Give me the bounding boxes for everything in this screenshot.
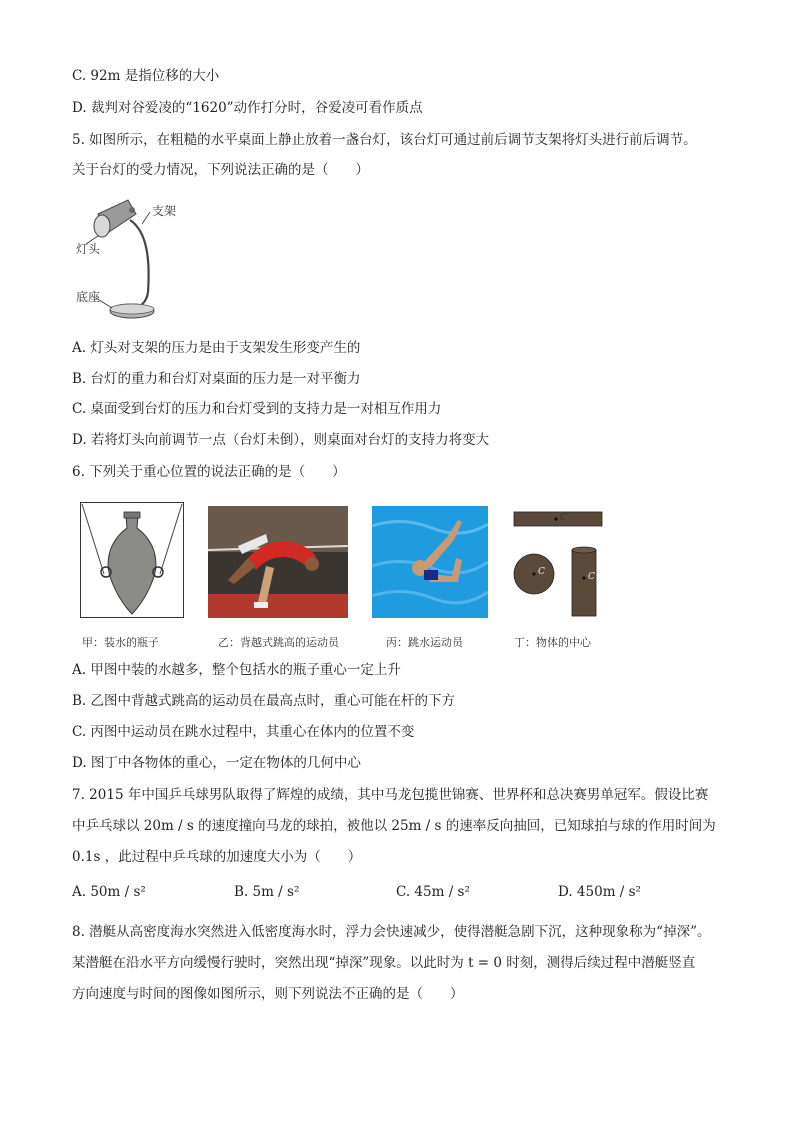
option-d: D. 若将灯头向前调节一点（台灯未倒），则桌面对台灯的支持力将变大 — [72, 432, 490, 448]
base-label: 底座 — [76, 290, 101, 304]
center-mark-disc: C — [538, 567, 545, 577]
question-6-stem: 6. 下列关于重心位置的说法正确的是（ ） — [72, 464, 346, 480]
q7-option-b: B. 5m / s² — [234, 884, 300, 900]
caption-bing: 丙：跳水运动员 — [386, 636, 463, 649]
text-line: 中乒乓球以 20m / s 的速度撞向马龙的球拍，被他以 25m / s 的速率反向抽回，已知球拍与球的作用时间为 — [72, 818, 716, 834]
text-line: 0.1s ，此过程中乒乓球的加速度大小为（ ） — [72, 849, 362, 865]
high-jump-photo — [208, 506, 348, 618]
option-a: A. 甲图中装的水越多，整个包括水的瓶子重心一定上升 — [72, 662, 401, 678]
text-line: D. 裁判对谷爱凌的“1620”动作打分时，谷爱凌可看作质点 — [72, 100, 423, 116]
bracket-label: 支架 — [152, 204, 177, 218]
option-b: B. 乙图中背越式跳高的运动员在最高点时，重心可能在杆的下方 — [72, 693, 456, 709]
option-b: B. 台灯的重力和台灯对桌面的压力是一对平衡力 — [72, 371, 361, 387]
q7-option-d: D. 450m / s² — [558, 884, 641, 900]
option-d: D. 图丁中各物体的重心，一定在物体的几何中心 — [72, 755, 361, 771]
caption-yi: 乙：背越式跳高的运动员 — [218, 636, 339, 649]
center-mark-cylinder: C — [588, 572, 595, 582]
text-line: C. 92m 是指位移的大小 — [72, 68, 220, 84]
q7-option-a: A. 50m / s² — [72, 884, 146, 900]
q7-option-c: C. 45m / s² — [396, 884, 470, 900]
question-5-stem: 5. 如图所示，在粗糙的水平桌面上静止放着一盏台灯，该台灯可通过前后调节支架将灯头进行前后调节。 — [72, 132, 697, 148]
option-a: A. 灯头对支架的压力是由于支架发生形变产生的 — [72, 340, 361, 356]
caption-jia: 甲：装水的瓶子 — [82, 636, 159, 649]
question-7-stem: 7. 2015 年中国乒乓球男队取得了辉煌的成绩，其中马龙包揽世锦赛、世界杯和总决赛男单冠军。假设比赛 — [72, 787, 709, 803]
caption-ding: 丁：物体的中心 — [514, 636, 591, 649]
option-c: C. 丙图中运动员在跳水过程中，其重心在体内的位置不变 — [72, 724, 415, 740]
diver-photo — [372, 506, 488, 618]
text-line: 方向速度与时间的图像如图所示，则下列说法不正确的是（ ） — [72, 986, 464, 1002]
text-line: 某潜艇在沿水平方向缓慢行驶时，突然出现“掉深”现象。以此时为 t = 0 时刻，测得后续过程中潜艇竖直 — [72, 955, 696, 971]
question-8-stem: 8. 潜艇从高密度海水突然进入低密度海水时，浮力会快速减少，使得潜艇急剧下沉，这种现象称为“掉深”。 — [72, 924, 711, 940]
object-centers-figure — [510, 508, 610, 620]
center-mark-bar: C — [560, 513, 567, 523]
lamp-head-label: 灯头 — [76, 242, 101, 256]
option-c: C. 桌面受到台灯的压力和台灯受到的支持力是一对相互作用力 — [72, 401, 442, 417]
text-line: 关于台灯的受力情况，下列说法正确的是（ ） — [72, 162, 369, 178]
bottle-figure — [80, 502, 184, 618]
